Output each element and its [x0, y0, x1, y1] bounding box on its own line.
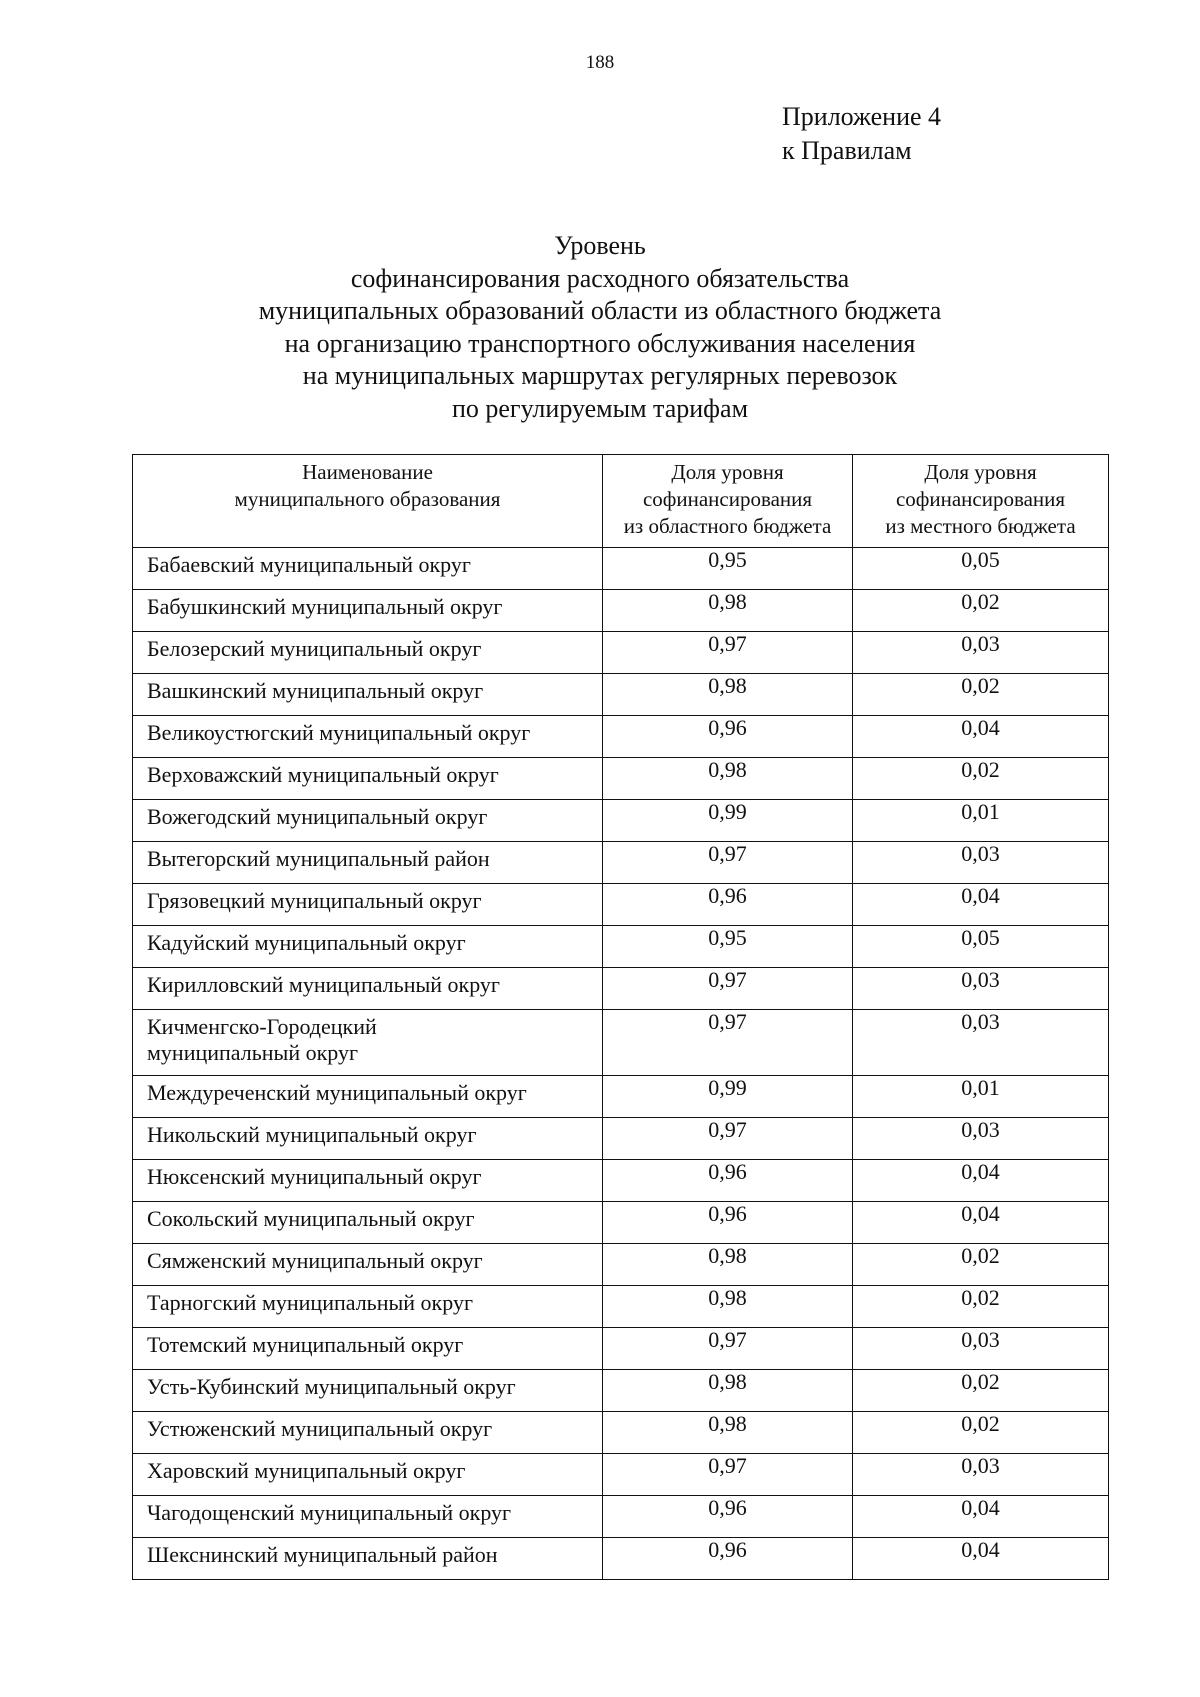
- regional-share-cell: 0,96: [603, 1160, 853, 1202]
- local-share-cell: 0,03: [853, 1118, 1109, 1160]
- municipality-name-cell: [133, 1160, 603, 1202]
- municipality-name-cell: [133, 842, 603, 884]
- municipality-name-cell: [133, 1496, 603, 1538]
- header-regional-share: [603, 455, 853, 548]
- municipality-name-cell: [133, 968, 603, 1010]
- municipality-name: Верховажский муниципальный округ: [147, 762, 499, 787]
- title-line: муниципальных образований области из областного бюджета: [258, 296, 942, 325]
- local-share-cell: 0,03: [853, 632, 1109, 674]
- regional-share-cell: 0,97: [603, 1118, 853, 1160]
- title-line: на муниципальных маршрутах регулярных перевозок: [302, 361, 898, 390]
- local-share-cell: 0,03: [853, 1454, 1109, 1496]
- appendix-label: [782, 100, 941, 168]
- local-share-cell: 0,01: [853, 800, 1109, 842]
- appendix-line-2: к Правилам: [782, 136, 912, 165]
- municipality-name-cell: [133, 758, 603, 800]
- local-share-cell: 0,03: [853, 1010, 1109, 1076]
- regional-share-cell: 0,95: [603, 926, 853, 968]
- local-share-cell: 0,03: [853, 842, 1109, 884]
- municipality-name-cell: [133, 548, 603, 590]
- municipality-name-cell: [133, 1118, 603, 1160]
- municipality-name: Никольский муниципальный округ: [147, 1122, 477, 1147]
- municipality-name: Грязовецкий муниципальный округ: [147, 888, 482, 913]
- regional-share-cell: 0,95: [603, 548, 853, 590]
- table-row: [133, 632, 1109, 674]
- header-line: софинансирования: [642, 487, 813, 511]
- table-row: [133, 548, 1109, 590]
- municipality-name-cell: [133, 1076, 603, 1118]
- header-line: Наименование: [302, 460, 433, 484]
- municipality-name: Нюксенский муниципальный округ: [147, 1164, 482, 1189]
- regional-share-cell: 0,98: [603, 1244, 853, 1286]
- regional-share-cell: 0,99: [603, 800, 853, 842]
- table-row: [133, 674, 1109, 716]
- local-share-cell: 0,02: [853, 674, 1109, 716]
- regional-share-cell: 0,98: [603, 590, 853, 632]
- regional-share-cell: 0,98: [603, 674, 853, 716]
- municipality-name: Вашкинский муниципальный округ: [147, 678, 484, 703]
- regional-share-cell: 0,96: [603, 884, 853, 926]
- table-row: [133, 1286, 1109, 1328]
- municipality-name-cell: [133, 1538, 603, 1580]
- table-row: [133, 1010, 1109, 1076]
- regional-share-cell: 0,97: [603, 842, 853, 884]
- local-share-cell: 0,02: [853, 590, 1109, 632]
- regional-share-cell: 0,97: [603, 968, 853, 1010]
- header-municipality: [133, 455, 603, 548]
- municipality-name-cell: [133, 926, 603, 968]
- municipality-name: Белозерский муниципальный округ: [147, 636, 482, 661]
- municipality-name-cell: [133, 1328, 603, 1370]
- page-number: 188: [585, 52, 615, 73]
- municipality-name: Кичменгско-Городецкий: [147, 1014, 377, 1039]
- header-line: муниципального образования: [234, 487, 501, 511]
- municipality-name: Сямженский муниципальный округ: [147, 1248, 483, 1273]
- regional-share-cell: 0,97: [603, 1010, 853, 1076]
- table-row: [133, 1538, 1109, 1580]
- municipality-name: Кадуйский муниципальный округ: [147, 930, 466, 955]
- municipality-name: Тотемский муниципальный округ: [147, 1332, 464, 1357]
- municipality-name-cell: [133, 674, 603, 716]
- municipality-name-cell: [133, 1370, 603, 1412]
- local-share-cell: 0,01: [853, 1076, 1109, 1118]
- municipality-name-cell: [133, 590, 603, 632]
- title-line: софинансирования расходного обязательства: [350, 263, 850, 293]
- municipality-name: Бабаевский муниципальный округ: [147, 552, 471, 577]
- municipality-name: Сокольский муниципальный округ: [147, 1206, 475, 1231]
- table-row: [133, 1412, 1109, 1454]
- municipality-name: муниципальный округ: [147, 1040, 359, 1065]
- table-row: [133, 758, 1109, 800]
- cofinancing-table: [132, 454, 1109, 1580]
- municipality-name-cell: [133, 1244, 603, 1286]
- table-row: [133, 884, 1109, 926]
- table-row: [133, 842, 1109, 884]
- header-line: Доля уровня: [924, 460, 1037, 484]
- regional-share-cell: 0,98: [603, 1370, 853, 1412]
- title-line: по регулируемым тарифам: [451, 393, 749, 423]
- local-share-cell: 0,02: [853, 1286, 1109, 1328]
- municipality-name: Междуреченский муниципальный округ: [147, 1080, 527, 1105]
- title-line: Уровень: [554, 231, 646, 260]
- local-share-cell: 0,02: [853, 1244, 1109, 1286]
- document-title: [0, 230, 1200, 425]
- regional-share-cell: 0,98: [603, 758, 853, 800]
- regional-share-cell: 0,97: [603, 1454, 853, 1496]
- table-row: [133, 1118, 1109, 1160]
- local-share-cell: 0,02: [853, 758, 1109, 800]
- table-row: [133, 590, 1109, 632]
- municipality-name-cell: [133, 1454, 603, 1496]
- title-line: на организацию транспортного обслуживания населения: [284, 328, 916, 358]
- regional-share-cell: 0,96: [603, 1202, 853, 1244]
- municipality-name: Шекснинский муниципальный район: [147, 1542, 498, 1567]
- local-share-cell: 0,04: [853, 1202, 1109, 1244]
- table-row: [133, 1244, 1109, 1286]
- header-line: из местного бюджета: [885, 514, 1076, 538]
- table-row: [133, 1328, 1109, 1370]
- municipality-name: Усть-Кубинский муниципальный округ: [147, 1374, 516, 1399]
- municipality-name: Вытегорский муниципальный район: [147, 846, 490, 871]
- table-row: [133, 1370, 1109, 1412]
- municipality-name: Тарногский муниципальный округ: [147, 1290, 473, 1315]
- municipality-name-cell: [133, 716, 603, 758]
- municipality-name-cell: [133, 1412, 603, 1454]
- local-share-cell: 0,04: [853, 884, 1109, 926]
- table-row: [133, 716, 1109, 758]
- header-line: софинансирования: [895, 487, 1066, 511]
- regional-share-cell: 0,98: [603, 1412, 853, 1454]
- table-row: [133, 1454, 1109, 1496]
- municipality-name: Устюженский муниципальный округ: [147, 1416, 493, 1441]
- regional-share-cell: 0,99: [603, 1076, 853, 1118]
- local-share-cell: 0,04: [853, 1160, 1109, 1202]
- regional-share-cell: 0,97: [603, 1328, 853, 1370]
- regional-share-cell: 0,96: [603, 716, 853, 758]
- table-header-row: [133, 455, 1109, 548]
- local-share-cell: 0,02: [853, 1412, 1109, 1454]
- local-share-cell: 0,05: [853, 926, 1109, 968]
- local-share-cell: 0,05: [853, 548, 1109, 590]
- table-row: [133, 1202, 1109, 1244]
- municipality-name: Кирилловский муниципальный округ: [147, 972, 500, 997]
- municipality-name: Великоустюгский муниципальный округ: [147, 720, 531, 745]
- regional-share-cell: 0,98: [603, 1286, 853, 1328]
- header-line: Доля уровня: [671, 460, 784, 484]
- table-row: [133, 800, 1109, 842]
- appendix-line-1: Приложение 4: [782, 102, 942, 131]
- table-body: [133, 548, 1109, 1580]
- regional-share-cell: 0,97: [603, 632, 853, 674]
- header-local-share: [853, 455, 1109, 548]
- municipality-name-cell: [133, 632, 603, 674]
- local-share-cell: 0,02: [853, 1370, 1109, 1412]
- table-row: [133, 968, 1109, 1010]
- regional-share-cell: 0,96: [603, 1496, 853, 1538]
- municipality-name-cell: [133, 1202, 603, 1244]
- municipality-name: Чагодощенский муниципальный округ: [147, 1500, 512, 1525]
- local-share-cell: 0,03: [853, 1328, 1109, 1370]
- local-share-cell: 0,04: [853, 716, 1109, 758]
- municipality-name: Харовский муниципальный округ: [147, 1458, 466, 1483]
- municipality-name-cell: [133, 1010, 603, 1076]
- municipality-name-cell: [133, 1286, 603, 1328]
- municipality-name: Бабушкинский муниципальный округ: [147, 594, 503, 619]
- municipality-name-cell: [133, 884, 603, 926]
- regional-share-cell: 0,96: [603, 1538, 853, 1580]
- local-share-cell: 0,04: [853, 1538, 1109, 1580]
- municipality-name-cell: [133, 800, 603, 842]
- municipality-name: Вожегодский муниципальный округ: [147, 804, 488, 829]
- table-row: [133, 1076, 1109, 1118]
- table-row: [133, 1496, 1109, 1538]
- local-share-cell: 0,04: [853, 1496, 1109, 1538]
- table-row: [133, 926, 1109, 968]
- table-row: [133, 1160, 1109, 1202]
- header-line: из областного бюджета: [623, 514, 832, 538]
- local-share-cell: 0,03: [853, 968, 1109, 1010]
